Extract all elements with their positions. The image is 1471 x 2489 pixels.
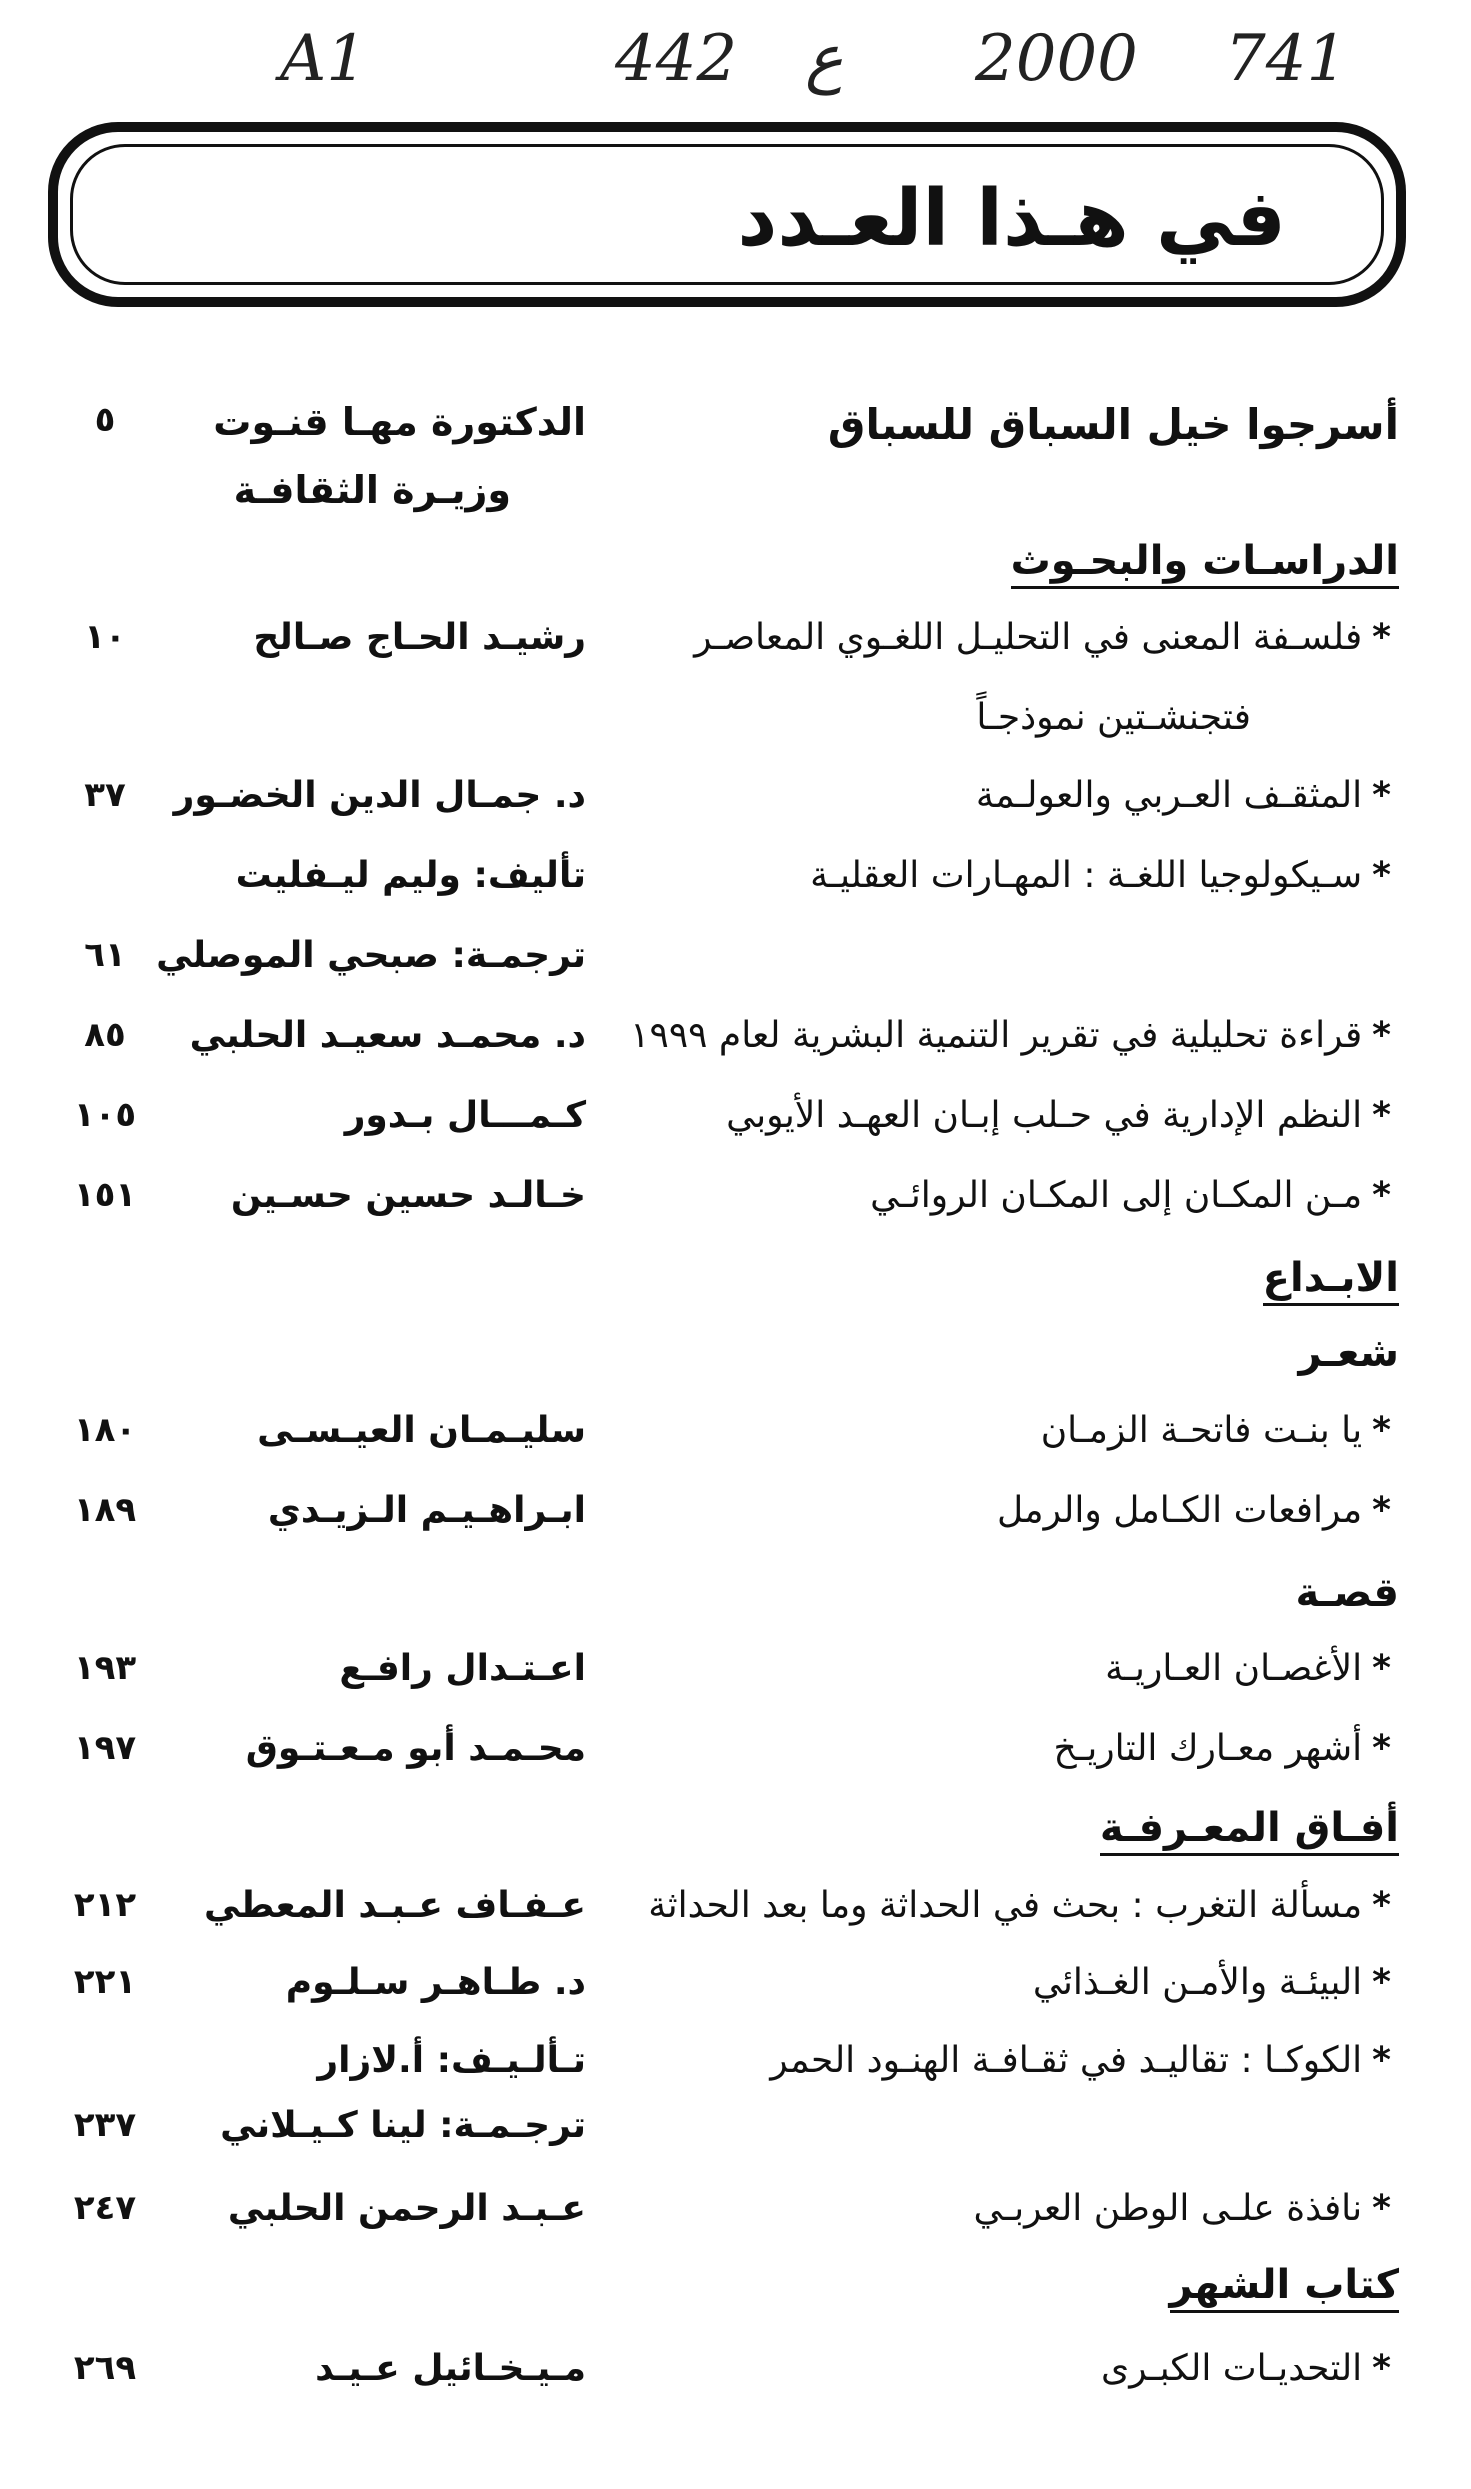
section-heading-creativity: الابـداع [1263, 1255, 1399, 1306]
article-author: خـالـد حسين حسـين [230, 1175, 586, 1216]
article-author: سليـمـان العيـسـى [257, 1410, 586, 1451]
article-translator: ترجمـة: صبحي الموصلي [156, 935, 586, 976]
page-number: ١٨٠ [73, 1410, 137, 1450]
page-number: ٢٦٩ [73, 2348, 137, 2388]
bullet-star-icon: * [1372, 855, 1391, 896]
section-heading-studies: الدراسـات والبحـوث [1011, 538, 1399, 589]
article-title: نافذة علـى الوطن العربـي [973, 2188, 1363, 2229]
bullet-star-icon: * [1372, 1095, 1391, 1136]
article-title: مـن المكـان إلى المكـان الروائـي [870, 1175, 1363, 1216]
contents-title-frame [48, 122, 1406, 307]
lead-page-number: ٥ [94, 400, 116, 440]
article-author: د. محمـد سعيـد الحلبي [189, 1015, 586, 1056]
page-number: ١٠ [84, 617, 126, 657]
list-item [0, 1410, 1471, 1480]
bullet-star-icon: * [1372, 775, 1391, 816]
article-author: محـمـد أبو مـعـتـوق [245, 1728, 586, 1769]
list-item [0, 617, 1471, 687]
article-title: يا بنـت فاتحـة الزمـان [1040, 1410, 1363, 1451]
article-author: د. جمـال الدين الخضـور [173, 775, 586, 816]
bullet-star-icon: * [1372, 2188, 1391, 2229]
list-item [0, 697, 1471, 767]
page-number: ١٩٣ [73, 1648, 137, 1688]
article-title: أشهر معـارك التاريـخ [1053, 1728, 1363, 1769]
page-number: ١٨٩ [73, 1490, 137, 1530]
list-item [0, 1490, 1471, 1560]
list-item [0, 1095, 1471, 1165]
bullet-star-icon: * [1372, 1175, 1391, 1216]
article-author: اعـتـدال رافـع [339, 1648, 586, 1689]
page-number: ٦١ [84, 935, 126, 975]
list-item [0, 1648, 1471, 1718]
lead-author-role: وزيـرة الثقافـة [233, 468, 511, 512]
list-item [0, 1885, 1471, 1955]
page-number: ١٥١ [73, 1175, 137, 1215]
page-number: ٣٧ [84, 775, 126, 815]
bullet-star-icon: * [1372, 1728, 1391, 1769]
article-author: مـيـخـائيل عـيـد [315, 2348, 586, 2389]
handwritten-reference-note [0, 22, 1471, 132]
article-title: سـيكولوجيا اللغـة : المهـارات العقليـة [810, 855, 1363, 896]
page-number: ٢٣٧ [73, 2105, 137, 2145]
bullet-star-icon: * [1372, 1015, 1391, 1056]
lead-article-title: أسرجوا خيل السباق للسباق [827, 400, 1399, 449]
list-item [0, 2040, 1471, 2110]
handwritten-code: A1 [280, 22, 367, 96]
article-title: مرافعات الكـامل والرمل [997, 1490, 1363, 1531]
page-number: ٢٢١ [73, 1962, 137, 2002]
handwritten-letter: ع [805, 22, 844, 96]
list-item [0, 2105, 1471, 2175]
article-author: عـبـد الرحمن الحلبي [227, 2188, 586, 2229]
page-number: ١٩٧ [73, 1728, 137, 1768]
article-author: تـألـيـف: أ.لازار [317, 2040, 586, 2081]
page-number: ٢١٢ [73, 1885, 137, 1925]
bullet-star-icon: * [1372, 1648, 1391, 1689]
article-author: د. طـاهـر سـلـوم [285, 1962, 586, 2003]
handwritten-year: 2000 [975, 22, 1138, 96]
handwritten-number: 442 [615, 22, 738, 96]
article-title: النظم الإدارية في حـلب إبـان العهـد الأيوبي [726, 1095, 1363, 1136]
article-translator: ترجـمـة: لينا كـيـلاني [220, 2105, 586, 2146]
article-title: الكوكـا : تقاليـد في ثقـافـة الهنـود الحمر [770, 2040, 1363, 2081]
bullet-star-icon: * [1372, 1962, 1391, 2003]
list-item [0, 775, 1471, 845]
page-title: في هـذا العـدد [737, 174, 1286, 264]
article-title: المثقـف العـربي والعولـمة [975, 775, 1363, 816]
list-item [0, 1962, 1471, 2032]
section-heading-book-of-month: كتاب الشهر [1170, 2262, 1399, 2313]
list-item [0, 855, 1471, 925]
article-title: قراءة تحليلية في تقرير التنمية البشرية لعام ١٩٩٩ [630, 1015, 1363, 1056]
lead-author: الدكتورة مهـا قنـوت [213, 400, 586, 444]
section-heading-horizons: أفـاق المعـرفـة [1100, 1805, 1399, 1856]
subsection-heading-poetry: شعـر [1298, 1330, 1399, 1376]
article-author: تأليف: وليم ليـفليت [235, 855, 586, 896]
article-author: عـفـاف عـبـد المعطي [203, 1885, 586, 1926]
bullet-star-icon: * [1372, 617, 1391, 658]
list-item [0, 1728, 1471, 1798]
article-title: مسألة التغرب : بحث في الحداثة وما بعد الحداثة [648, 1885, 1363, 1926]
bullet-star-icon: * [1372, 1885, 1391, 1926]
article-title: الأغصـان العـاريـة [1105, 1648, 1363, 1689]
article-title: فلسـفة المعنى في التحليـل اللغـوي المعاصـر [694, 617, 1363, 658]
bullet-star-icon: * [1372, 2348, 1391, 2389]
article-title: التحديـات الكبـرى [1101, 2348, 1363, 2389]
article-subtitle: فتجنشـتين نموذجـاً [976, 697, 1251, 738]
list-item [0, 1015, 1471, 1085]
page-number: ٢٤٧ [73, 2188, 137, 2228]
handwritten-issue: 741 [1225, 22, 1348, 96]
list-item [0, 935, 1471, 1005]
article-title: البيئـة والأمـن الغـذائي [1032, 1962, 1363, 2003]
page-number: ١٠٥ [73, 1095, 137, 1135]
article-author: ابـراهـيـم الـزيـدي [267, 1490, 586, 1531]
bullet-star-icon: * [1372, 1410, 1391, 1451]
subsection-heading-story: قصـة [1295, 1570, 1399, 1616]
article-author: رشيـد الحـاج صـالح [253, 617, 586, 658]
bullet-star-icon: * [1372, 2040, 1391, 2081]
list-item [0, 2188, 1471, 2258]
list-item [0, 2348, 1471, 2418]
list-item [0, 1175, 1471, 1245]
page-number: ٨٥ [84, 1015, 126, 1055]
article-author: كـمـــال بـدور [344, 1095, 586, 1136]
bullet-star-icon: * [1372, 1490, 1391, 1531]
